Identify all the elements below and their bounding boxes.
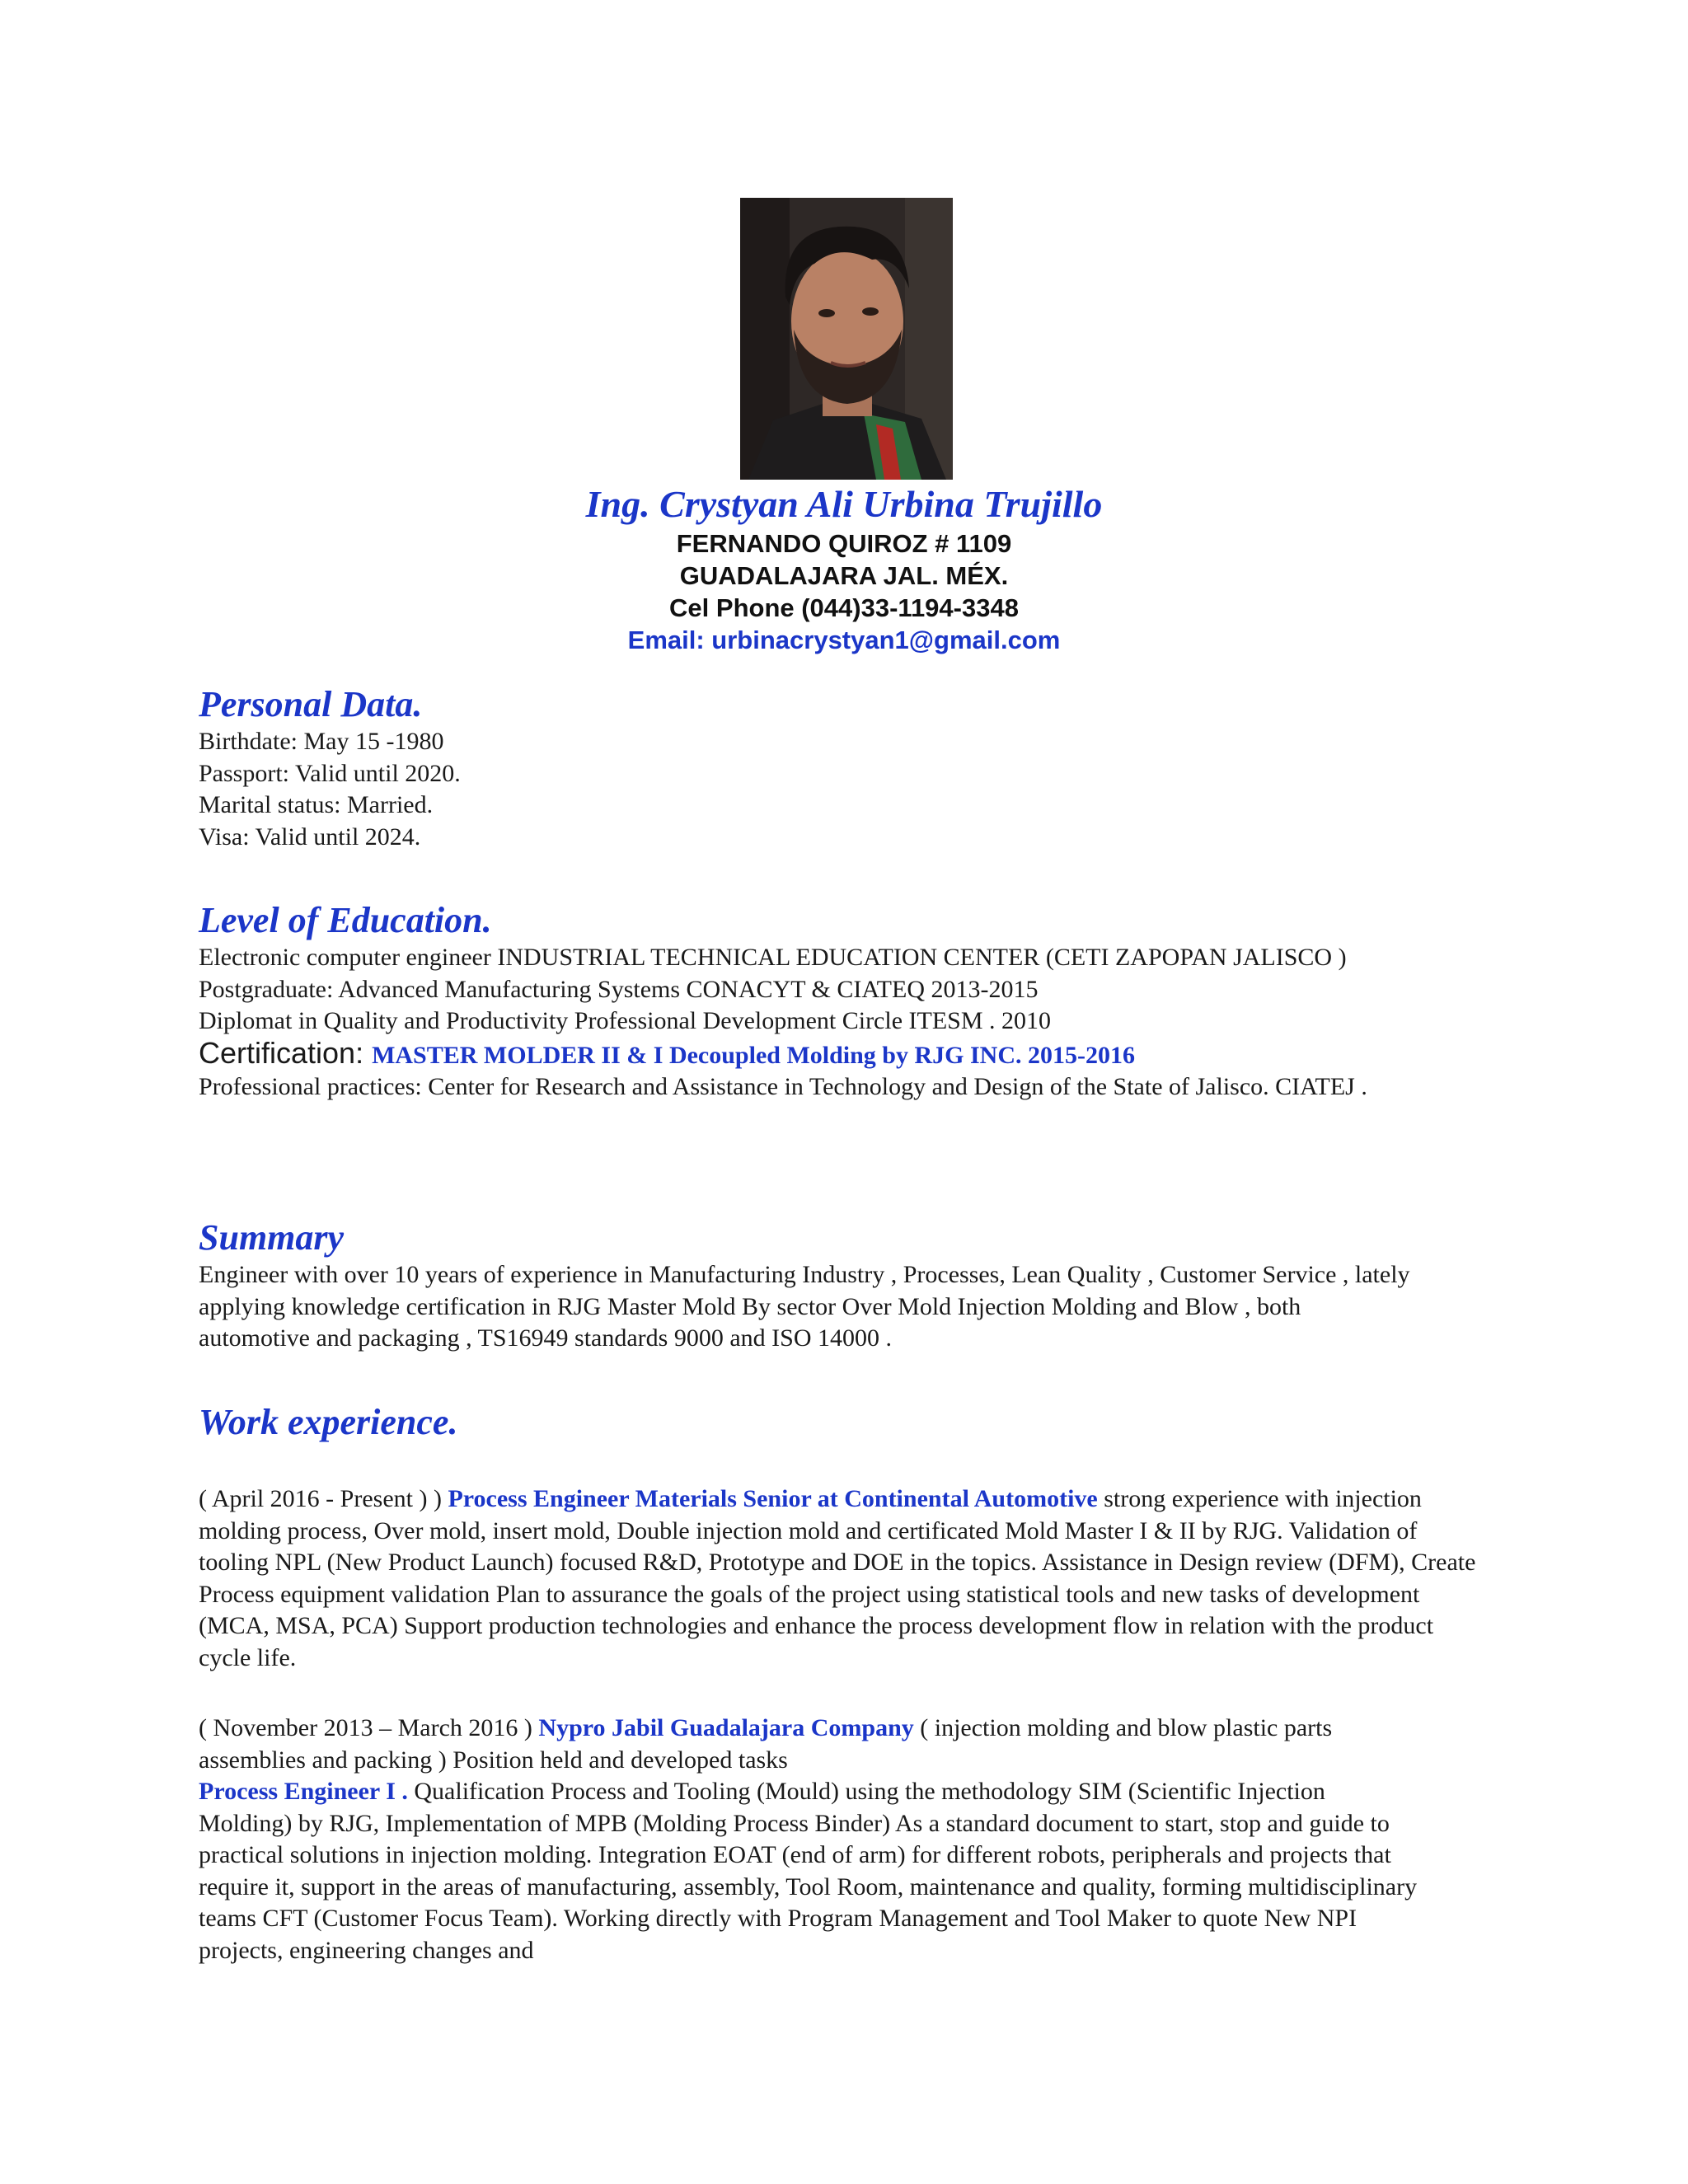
job-nypro-role: Process Engineer I . [199,1778,408,1805]
summary-heading: Summary [199,1217,345,1258]
job-nypro-description: ( injection molding and blow plastic parts assemblies and packing ) Position held and developed tasks [199,1714,1333,1774]
certification-label: Certification: [199,1035,373,1070]
job-continental [199,1483,1484,1674]
job-nypro-role-text [199,1776,1418,1966]
address-line-2: GUADALAJARA JAL. MÉX. [679,561,1009,590]
education-degree: Electronic computer engineer INDUSTRIAL TECHNICAL EDUCATION CENTER (CETI ZAPOPAN JALISCO ) [199,944,1347,971]
job-continental-description: strong experience with injection molding process, Over mold, insert mold, Double injection mold and certificated Mold Master I & II by RJG. Validation of tooling NPL (New Product Launch) focused R&D, Prototype and DOE in the topics. Assistance in Design review (DFM), Create Process equipment validation Plan to assurance the goals of the project using statistical tools and new tasks of development (MCA, MSA, PCA) Support production technologies and enhance the process development flow in relation with the product cycle life. [199,1485,1476,1671]
job-nypro [199,1713,1418,1966]
job-continental-text [199,1483,1484,1674]
candidate-name: Ing. Crystyan Ali Urbina Trujillo [585,483,1103,525]
summary-text: Engineer with over 10 years of experience in Manufacturing Industry , Processes, Lean Quality , Customer Service , lately applying knowledge certification in RJG Master Mold By sector Over Mold Injection Molding and Blow , both automotive and packaging , TS16949 standards 9000 and ISO 14000 . [199,1261,1410,1352]
email-address[interactable]: Email: urbinacrystyan1@gmail.com [627,626,1061,654]
phone-number: Cel Phone (044)33-1194-3348 [669,593,1019,622]
marital-status: Marital status: Married. [199,791,434,818]
personal-data-section [199,683,1484,853]
job-nypro-period: ( November 2013 – March 2016 ) [199,1714,539,1741]
job-nypro-role-description: Qualification Process and Tooling (Mould) using the methodology SIM (Scientific Injection Molding) by RJG, Implementation of MPB (Molding Process Binder) As a standard document to start, stop and guide to practical solutions in injection molding. Integration EOAT (end of arm) for different robots, peripherals and projects that require it, support in the areas of manufacturing, assembly, Tool Room, maintenance and quality, forming multidisciplinary teams CFT (Customer Focus Team). Working directly with Program Management and Tool Maker to quote New NPI projects, engineering changes and [199,1778,1418,1964]
education-diploma: Diplomat in Quality and Productivity Professional Development Circle ITESM . 2010 [199,1007,1052,1034]
birthdate: Birthdate: May 15 -1980 [199,728,444,755]
job-continental-title: Process Engineer Materials Senior at Continental Automotive [448,1485,1098,1512]
education-practices: Professional practices: Center for Research and Assistance in Technology and Design of the State of Jalisco. CIATEJ . [199,1073,1367,1100]
education-postgraduate: Postgraduate: Advanced Manufacturing Systems CONACYT & CIATEQ 2013-2015 [199,975,1039,1003]
personal-data-heading: Personal Data. [199,684,423,724]
passport: Passport: Valid until 2020. [199,759,461,787]
job-continental-period: ( April 2016 - Present ) ) [199,1485,448,1512]
profile-photo [740,198,953,480]
education-certification [199,1035,1484,1072]
summary-section [199,1216,1484,1355]
resume-header [0,481,1688,656]
work-experience-section [199,1401,1484,1444]
work-experience-heading: Work experience. [199,1402,458,1442]
education-heading: Level of Education. [199,900,492,940]
visa: Visa: Valid until 2024. [199,823,421,851]
job-nypro-company: Nypro Jabil Guadalajara Company [538,1714,914,1741]
job-nypro-text [199,1713,1418,1776]
address-line-1: FERNANDO QUIROZ # 1109 [676,529,1012,558]
certification-value: MASTER MOLDER II & I Decoupled Molding by RJG INC. 2015-2016 [372,1041,1135,1069]
education-section [199,899,1484,1104]
